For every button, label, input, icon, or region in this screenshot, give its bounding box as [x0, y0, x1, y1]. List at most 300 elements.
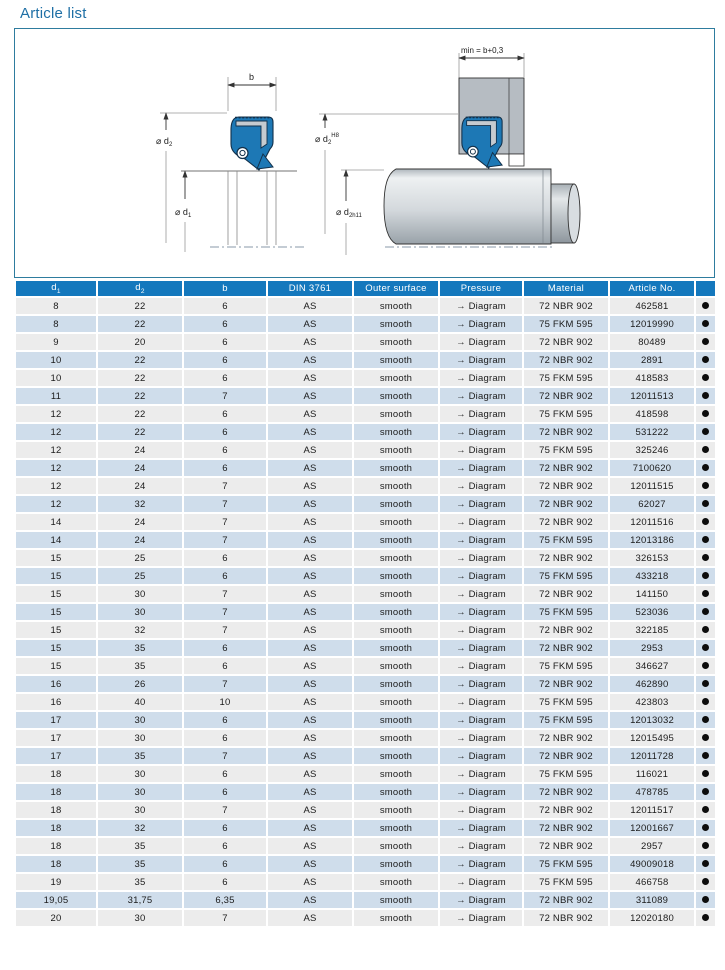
availability-dot-icon	[702, 824, 709, 831]
table-cell: smooth	[354, 586, 438, 602]
table-cell: AS	[268, 874, 352, 890]
table-cell: 12	[16, 496, 96, 512]
table-cell: → Diagram	[440, 424, 522, 440]
table-cell: → Diagram	[440, 550, 522, 566]
table-cell: 75 FKM 595	[524, 874, 608, 890]
table-cell: AS	[268, 316, 352, 332]
table-row	[16, 406, 715, 422]
table-cell: smooth	[354, 370, 438, 386]
table-cell: 80489	[610, 334, 694, 350]
table-body	[16, 298, 715, 926]
table-cell: 75 FKM 595	[524, 370, 608, 386]
table-cell: 72 NBR 902	[524, 820, 608, 836]
table-cell: → Diagram	[440, 676, 522, 692]
column-header-article-no-: Article No.	[610, 281, 694, 296]
table-cell: 72 NBR 902	[524, 496, 608, 512]
table-cell: smooth	[354, 406, 438, 422]
availability-dot-icon	[702, 572, 709, 579]
table-cell: AS	[268, 676, 352, 692]
table-cell: 15	[16, 586, 96, 602]
table-row	[16, 802, 715, 818]
availability-dot-icon	[702, 770, 709, 777]
table-cell: 10	[16, 352, 96, 368]
table-cell: AS	[268, 622, 352, 638]
table-row	[16, 496, 715, 512]
table-cell: 75 FKM 595	[524, 658, 608, 674]
table-cell: smooth	[354, 514, 438, 530]
table-cell: smooth	[354, 820, 438, 836]
table-row	[16, 460, 715, 476]
table-cell: 12019990	[610, 316, 694, 332]
table-cell: 72 NBR 902	[524, 424, 608, 440]
table-cell: 72 NBR 902	[524, 838, 608, 854]
availability-cell	[696, 730, 715, 746]
availability-dot-icon	[702, 356, 709, 363]
table-cell: 2957	[610, 838, 694, 854]
column-header-b: b	[184, 281, 266, 296]
table-cell: 311089	[610, 892, 694, 908]
table-cell: → Diagram	[440, 910, 522, 926]
table-cell: 6	[184, 856, 266, 872]
table-cell: 346627	[610, 658, 694, 674]
table-cell: → Diagram	[440, 496, 522, 512]
table-cell: 322185	[610, 622, 694, 638]
availability-dot-icon	[702, 806, 709, 813]
table-cell: 17	[16, 748, 96, 764]
table-cell: 22	[98, 424, 182, 440]
table-cell: 30	[98, 712, 182, 728]
table-cell: smooth	[354, 568, 438, 584]
table-cell: 12020180	[610, 910, 694, 926]
table-cell: 326153	[610, 550, 694, 566]
availability-cell	[696, 424, 715, 440]
table-row	[16, 892, 715, 908]
table-cell: 12001667	[610, 820, 694, 836]
table-cell: AS	[268, 802, 352, 818]
table-cell: 72 NBR 902	[524, 910, 608, 926]
table-row	[16, 784, 715, 800]
column-header-d1: $d_1$	[16, 281, 96, 296]
table-cell: 141150	[610, 586, 694, 602]
table-cell: 72 NBR 902	[524, 388, 608, 404]
availability-dot-icon	[702, 662, 709, 669]
table-cell: → Diagram	[440, 334, 522, 350]
table-cell: 22	[98, 388, 182, 404]
table-cell: 72 NBR 902	[524, 298, 608, 314]
table-cell: → Diagram	[440, 568, 522, 584]
table-cell: → Diagram	[440, 532, 522, 548]
table-cell: 10	[184, 694, 266, 710]
table-cell: 7	[184, 388, 266, 404]
table-cell: smooth	[354, 334, 438, 350]
table-cell: 8	[16, 298, 96, 314]
table-cell: → Diagram	[440, 838, 522, 854]
table-cell: 35	[98, 838, 182, 854]
table-cell: smooth	[354, 640, 438, 656]
table-row	[16, 748, 715, 764]
availability-dot-icon	[702, 518, 709, 525]
table-cell: 30	[98, 604, 182, 620]
table-cell: 25	[98, 568, 182, 584]
table-cell: 12011516	[610, 514, 694, 530]
availability-cell	[696, 658, 715, 674]
availability-cell	[696, 316, 715, 332]
table-cell: 35	[98, 874, 182, 890]
table-cell: 531222	[610, 424, 694, 440]
table-row	[16, 640, 715, 656]
table-cell: AS	[268, 388, 352, 404]
table-cell: → Diagram	[440, 442, 522, 458]
table-cell: 15	[16, 640, 96, 656]
availability-cell	[696, 874, 715, 890]
table-cell: 12013032	[610, 712, 694, 728]
table-cell: 6	[184, 316, 266, 332]
availability-dot-icon	[702, 320, 709, 327]
table-cell: 7	[184, 802, 266, 818]
column-header-pressure: Pressure	[440, 281, 522, 296]
table-cell: 30	[98, 586, 182, 602]
availability-cell	[696, 514, 715, 530]
table-cell: 6	[184, 784, 266, 800]
table-cell: → Diagram	[440, 406, 522, 422]
table-cell: 423803	[610, 694, 694, 710]
table-cell: 19	[16, 874, 96, 890]
table-cell: smooth	[354, 316, 438, 332]
table-cell: 40	[98, 694, 182, 710]
table-cell: 12011515	[610, 478, 694, 494]
table-cell: 24	[98, 478, 182, 494]
table-cell: 19,05	[16, 892, 96, 908]
table-cell: 30	[98, 730, 182, 746]
table-cell: 24	[98, 442, 182, 458]
table-cell: 6	[184, 550, 266, 566]
table-cell: → Diagram	[440, 712, 522, 728]
shaft-end-face	[568, 184, 580, 243]
table-cell: 30	[98, 766, 182, 782]
table-cell: AS	[268, 370, 352, 386]
table-cell: AS	[268, 586, 352, 602]
table-cell: → Diagram	[440, 352, 522, 368]
table-row	[16, 910, 715, 926]
table-cell: 20	[16, 910, 96, 926]
table-cell: AS	[268, 856, 352, 872]
table-cell: → Diagram	[440, 694, 522, 710]
column-header-din-3761: DIN 3761	[268, 281, 352, 296]
table-cell: 6	[184, 730, 266, 746]
table-cell: → Diagram	[440, 766, 522, 782]
table-cell: AS	[268, 892, 352, 908]
availability-dot-icon	[702, 392, 709, 399]
availability-cell	[696, 568, 715, 584]
availability-cell	[696, 712, 715, 728]
dim-d2-H8-label: ⌀ $d_2^{H8}$	[315, 133, 339, 146]
table-cell: smooth	[354, 478, 438, 494]
table-cell: 7	[184, 478, 266, 494]
table-row	[16, 838, 715, 854]
table-cell: 35	[98, 658, 182, 674]
availability-dot-icon	[702, 842, 709, 849]
table-cell: 12011513	[610, 388, 694, 404]
availability-cell	[696, 838, 715, 854]
availability-dot-icon	[702, 428, 709, 435]
table-cell: 12	[16, 442, 96, 458]
table-cell: 62027	[610, 496, 694, 512]
table-cell: 7	[184, 910, 266, 926]
table-cell: 24	[98, 532, 182, 548]
table-cell: 72 NBR 902	[524, 892, 608, 908]
table-cell: 6	[184, 658, 266, 674]
availability-cell	[696, 388, 715, 404]
table-cell: 15	[16, 604, 96, 620]
table-row	[16, 298, 715, 314]
availability-dot-icon	[702, 752, 709, 759]
table-row	[16, 388, 715, 404]
availability-dot-icon	[702, 410, 709, 417]
table-cell: → Diagram	[440, 622, 522, 638]
table-row	[16, 316, 715, 332]
table-cell: → Diagram	[440, 730, 522, 746]
seal-profile-left	[231, 117, 273, 170]
table-cell: 30	[98, 910, 182, 926]
table-cell: 75 FKM 595	[524, 766, 608, 782]
table-row	[16, 694, 715, 710]
availability-dot-icon	[702, 860, 709, 867]
table-cell: 17	[16, 712, 96, 728]
availability-cell	[696, 478, 715, 494]
table-cell: 24	[98, 460, 182, 476]
table-cell: smooth	[354, 784, 438, 800]
table-cell: 15	[16, 622, 96, 638]
table-cell: AS	[268, 406, 352, 422]
table-row	[16, 712, 715, 728]
availability-cell	[696, 352, 715, 368]
table-cell: → Diagram	[440, 604, 522, 620]
availability-cell	[696, 640, 715, 656]
table-cell: 14	[16, 532, 96, 548]
availability-dot-icon	[702, 608, 709, 615]
availability-cell	[696, 766, 715, 782]
table-cell: 72 NBR 902	[524, 622, 608, 638]
table-row	[16, 532, 715, 548]
table-cell: 22	[98, 370, 182, 386]
availability-cell	[696, 334, 715, 350]
table-cell: → Diagram	[440, 784, 522, 800]
table-cell: 418598	[610, 406, 694, 422]
table-row	[16, 370, 715, 386]
availability-dot-icon	[702, 788, 709, 795]
table-cell: 6	[184, 766, 266, 782]
table-cell: → Diagram	[440, 658, 522, 674]
table-cell: → Diagram	[440, 298, 522, 314]
table-cell: smooth	[354, 424, 438, 440]
table-cell: 6	[184, 334, 266, 350]
table-cell: AS	[268, 532, 352, 548]
table-cell: 72 NBR 902	[524, 748, 608, 764]
table-cell: 30	[98, 784, 182, 800]
availability-cell	[696, 802, 715, 818]
table-cell: 116021	[610, 766, 694, 782]
availability-dot-icon	[702, 644, 709, 651]
table-cell: 12011517	[610, 802, 694, 818]
availability-dot-icon	[702, 554, 709, 561]
availability-cell	[696, 460, 715, 476]
table-cell: 24	[98, 514, 182, 530]
table-cell: AS	[268, 442, 352, 458]
table-cell: 72 NBR 902	[524, 514, 608, 530]
table-cell: → Diagram	[440, 586, 522, 602]
table-cell: AS	[268, 766, 352, 782]
table-row	[16, 442, 715, 458]
table-cell: AS	[268, 640, 352, 656]
table-cell: 6	[184, 568, 266, 584]
table-cell: AS	[268, 298, 352, 314]
table-header	[16, 281, 715, 296]
table-cell: 6	[184, 352, 266, 368]
table-cell: → Diagram	[440, 892, 522, 908]
table-cell: AS	[268, 496, 352, 512]
table-row	[16, 820, 715, 836]
availability-cell	[696, 784, 715, 800]
table-cell: smooth	[354, 694, 438, 710]
availability-cell	[696, 856, 715, 872]
table-cell: smooth	[354, 442, 438, 458]
table-cell: smooth	[354, 676, 438, 692]
availability-cell	[696, 370, 715, 386]
seal-cross-section-diagram	[15, 29, 714, 277]
availability-cell	[696, 442, 715, 458]
seal-profile-right	[462, 117, 502, 168]
table-cell: 462890	[610, 676, 694, 692]
table-cell: 16	[16, 694, 96, 710]
availability-dot-icon	[702, 374, 709, 381]
column-header-availability	[696, 281, 715, 296]
table-cell: 2891	[610, 352, 694, 368]
table-cell: 7	[184, 586, 266, 602]
table-cell: AS	[268, 550, 352, 566]
table-cell: 18	[16, 784, 96, 800]
table-cell: AS	[268, 910, 352, 926]
table-cell: 6	[184, 874, 266, 890]
table-cell: smooth	[354, 352, 438, 368]
table-cell: 72 NBR 902	[524, 802, 608, 818]
table-cell: 12011728	[610, 748, 694, 764]
table-cell: 8	[16, 316, 96, 332]
table-cell: → Diagram	[440, 478, 522, 494]
dim-d1-label: ⌀ $d_1$	[175, 207, 192, 219]
table-cell: 12	[16, 460, 96, 476]
table-cell: → Diagram	[440, 856, 522, 872]
table-cell: → Diagram	[440, 820, 522, 836]
table-cell: 462581	[610, 298, 694, 314]
table-cell: 12015495	[610, 730, 694, 746]
table-cell: 12	[16, 424, 96, 440]
table-cell: → Diagram	[440, 460, 522, 476]
table-row	[16, 856, 715, 872]
table-cell: → Diagram	[440, 874, 522, 890]
table-cell: smooth	[354, 298, 438, 314]
table-cell: smooth	[354, 892, 438, 908]
availability-dot-icon	[702, 500, 709, 507]
table-cell: 6	[184, 712, 266, 728]
table-cell: → Diagram	[440, 514, 522, 530]
table-cell: smooth	[354, 532, 438, 548]
table-cell: AS	[268, 424, 352, 440]
table-cell: AS	[268, 820, 352, 836]
table-cell: 418583	[610, 370, 694, 386]
table-cell: 433218	[610, 568, 694, 584]
table-cell: smooth	[354, 766, 438, 782]
table-cell: AS	[268, 478, 352, 494]
table-cell: 15	[16, 658, 96, 674]
table-cell: 72 NBR 902	[524, 478, 608, 494]
availability-dot-icon	[702, 464, 709, 471]
table-cell: AS	[268, 712, 352, 728]
table-cell: 6	[184, 406, 266, 422]
table-cell: AS	[268, 658, 352, 674]
availability-dot-icon	[702, 716, 709, 723]
table-cell: 35	[98, 856, 182, 872]
table-cell: 32	[98, 496, 182, 512]
table-cell: smooth	[354, 802, 438, 818]
table-cell: 26	[98, 676, 182, 692]
table-cell: smooth	[354, 712, 438, 728]
table-cell: 18	[16, 766, 96, 782]
table-cell: smooth	[354, 856, 438, 872]
dim-b-label: b	[249, 72, 255, 82]
table-cell: 25	[98, 550, 182, 566]
table-cell: AS	[268, 784, 352, 800]
table-cell: → Diagram	[440, 640, 522, 656]
table-cell: 22	[98, 298, 182, 314]
table-cell: 7	[184, 676, 266, 692]
column-header-outer-surface: Outer surface	[354, 281, 438, 296]
table-cell: 49009018	[610, 856, 694, 872]
table-row	[16, 730, 715, 746]
availability-cell	[696, 676, 715, 692]
dim-d2-h11-label: ⌀ $d_2h11$	[336, 207, 362, 219]
table-cell: 6	[184, 820, 266, 836]
table-cell: 72 NBR 902	[524, 640, 608, 656]
availability-dot-icon	[702, 734, 709, 741]
table-cell: 72 NBR 902	[524, 730, 608, 746]
table-cell: 75 FKM 595	[524, 442, 608, 458]
table-cell: 7	[184, 496, 266, 512]
table-row	[16, 658, 715, 674]
table-cell: 75 FKM 595	[524, 712, 608, 728]
availability-cell	[696, 748, 715, 764]
availability-cell	[696, 550, 715, 566]
table-cell: → Diagram	[440, 748, 522, 764]
table-cell: 18	[16, 802, 96, 818]
table-cell: 35	[98, 748, 182, 764]
table-cell: 75 FKM 595	[524, 406, 608, 422]
table-cell: AS	[268, 838, 352, 854]
table-row	[16, 334, 715, 350]
table-cell: 31,75	[98, 892, 182, 908]
table-cell: 22	[98, 352, 182, 368]
availability-cell	[696, 622, 715, 638]
availability-cell	[696, 496, 715, 512]
table-cell: AS	[268, 568, 352, 584]
table-cell: 11	[16, 388, 96, 404]
dim-min-label: min = b+0,3	[461, 46, 504, 55]
table-cell: AS	[268, 604, 352, 620]
availability-dot-icon	[702, 626, 709, 633]
table-cell: AS	[268, 352, 352, 368]
table-row	[16, 424, 715, 440]
availability-cell	[696, 406, 715, 422]
availability-cell	[696, 892, 715, 908]
